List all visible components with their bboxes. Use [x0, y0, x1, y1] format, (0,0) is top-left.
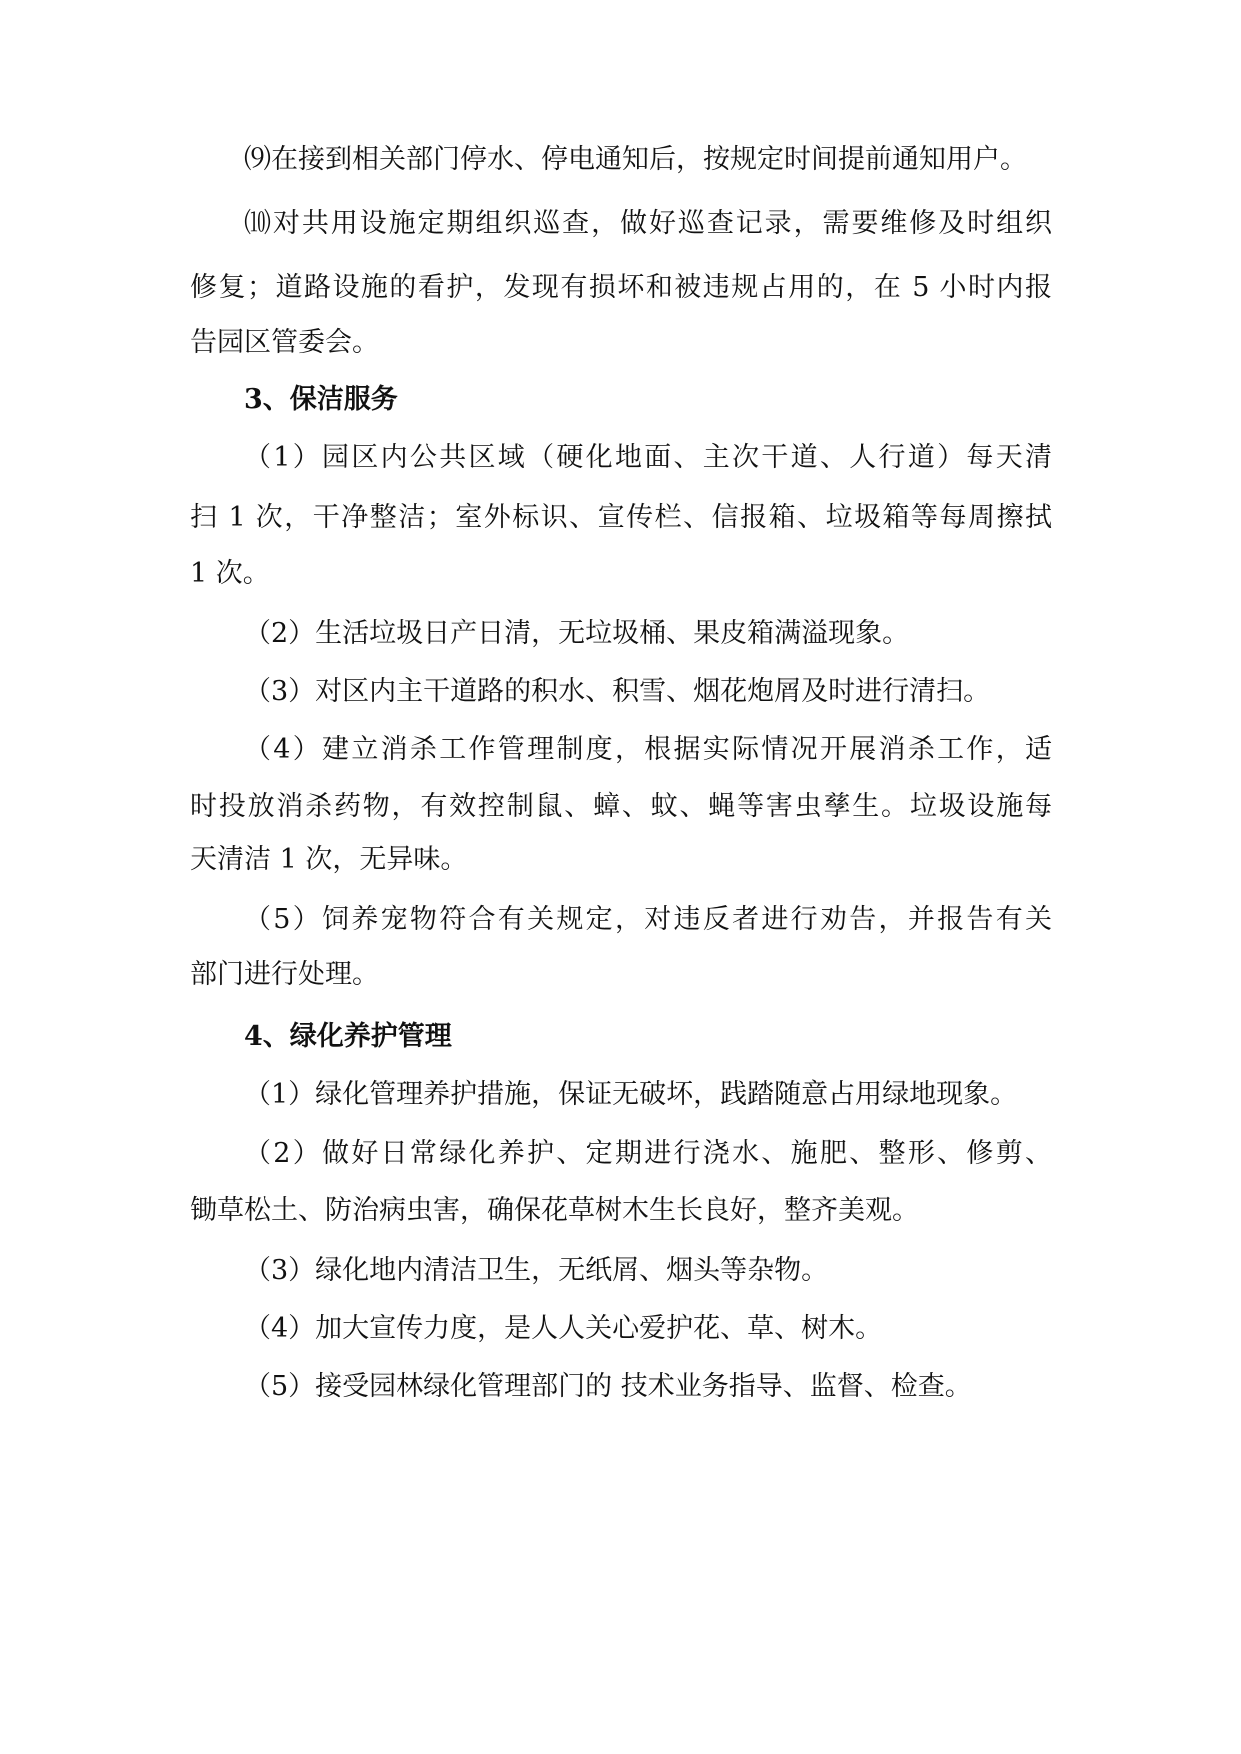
cleaning-item-5-line-2: 部门进行处理。: [190, 959, 379, 990]
cleaning-item-5-line-1: （5）饲养宠物符合有关规定，对违反者进行劝告，并报告有关: [244, 904, 1052, 935]
greening-item-2-line-1: （2）做好日常绿化养护、定期进行浇水、施肥、整形、修剪、: [244, 1138, 1052, 1169]
cleaning-item-1-line-1: （1）园区内公共区域（硬化地面、主次干道、人行道）每天清: [244, 442, 1052, 473]
greening-item-1: （1）绿化管理养护措施，保证无破坏，践踏随意占用绿地现象。: [244, 1079, 1018, 1110]
greening-item-2-line-2: 锄草松土、防治病虫害，确保花草树木生长良好，整齐美观。: [190, 1195, 919, 1226]
paragraph-10-line-1: ⑽对共用设施定期组织巡查，做好巡查记录，需要维修及时组织: [244, 208, 1052, 239]
greening-item-5: （5）接受园林绿化管理部门的 技术业务指导、监督、检查。: [244, 1371, 972, 1402]
cleaning-item-3: （3）对区内主干道路的积水、积雪、烟花炮屑及时进行清扫。: [244, 676, 991, 707]
cleaning-item-1-line-2: 扫 1 次，干净整洁；室外标识、宣传栏、信报箱、垃圾箱等每周擦拭: [190, 502, 1052, 533]
cleaning-item-4-line-2: 时投放消杀药物，有效控制鼠、蟑、蚊、蝇等害虫孳生。垃圾设施每: [190, 791, 1052, 822]
paragraph-10-line-3: 告园区管委会。: [190, 327, 379, 358]
section-heading-cleaning: 3、保洁服务: [244, 384, 398, 415]
paragraph-9-line-1: ⑼在接到相关部门停水、停电通知后，按规定时间提前通知用户。: [244, 144, 1027, 175]
paragraph-10-line-2: 修复；道路设施的看护，发现有损坏和被违规占用的，在 5 小时内报: [190, 272, 1052, 303]
cleaning-item-4-line-1: （4）建立消杀工作管理制度，根据实际情况开展消杀工作，适: [244, 734, 1052, 765]
cleaning-item-1-line-3: 1 次。: [190, 558, 270, 589]
greening-item-3: （3）绿化地内清洁卫生，无纸屑、烟头等杂物。: [244, 1255, 829, 1286]
greening-item-4: （4）加大宣传力度，是人人关心爱护花、草、树木。: [244, 1313, 883, 1344]
cleaning-item-4-line-3: 天清洁 1 次，无异味。: [190, 844, 468, 875]
cleaning-item-2: （2）生活垃圾日产日清，无垃圾桶、果皮箱满溢现象。: [244, 618, 910, 649]
section-heading-greening: 4、绿化养护管理: [244, 1021, 452, 1052]
